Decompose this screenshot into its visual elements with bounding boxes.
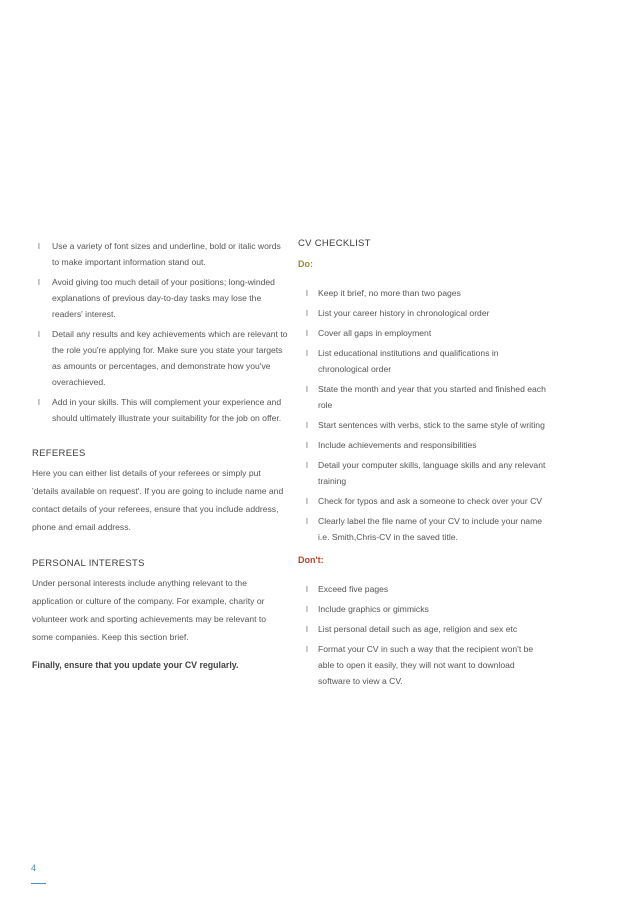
list-item: l Cover all gaps in employment [298,325,546,341]
list-item: l Format your CV in such a way that the recipient won't be able to open it easily, they will not want to download software to view a CV. [298,641,546,689]
list-item: l List your career history in chronological order [298,305,546,321]
interests-section [32,558,288,646]
list-item: l Exceed five pages [298,581,546,597]
formatting-tips-list [32,238,288,426]
list-item: l Detail your computer skills, language skills and any relevant training [298,457,546,489]
list-item: l Include graphics or gimmicks [298,601,546,617]
list-item: l List personal detail such as age, religion and sex etc [298,621,546,637]
list-item: l Avoid giving too much detail of your positions; long-winded explanations of previous day-to-day tasks may lose the readers' interest. [32,274,288,322]
dont-label: Don't: [298,555,324,565]
referees-title: REFEREES [32,448,86,459]
list-item: l Detail any results and key achievements which are relevant to the role you're applying for. Make sure you state your targets as amounts or percentages, and demonstrate how you've overachieved. [32,326,288,390]
list-item: l List educational institutions and qualifications in chronological order [298,345,546,377]
checklist-title: CV CHECKLIST [298,238,371,249]
list-item: l Check for typos and ask a someone to check over your CV [298,493,546,509]
page-number-rule [31,883,46,884]
interests-text: Under personal interests include anything relevant to the application or culture of the company. For example, charity or volunteer work and sporting achievements may be relevant to some companies. Keep this section brief. [32,578,267,642]
interests-title: PERSONAL INTERESTS [32,558,145,569]
list-item: l Add in your skills. This will complement your experience and should ultimately illustrate your suitability for the job on offer. [32,394,288,426]
final-note: Finally, ensure that you update your CV regularly. [32,660,239,670]
referees-section [32,448,288,536]
list-item: l State the month and year that you started and finished each role [298,381,546,413]
referees-text: Here you can either list details of your referees or simply put 'details available on request'. If you are going to include name and contact details of your referees, ensure that you include address, phone and email address. [32,468,284,532]
list-item: l Start sentences with verbs, stick to the same style of writing [298,417,546,433]
list-item: l Clearly label the file name of your CV to include your name i.e. Smith,Chris-CV in the saved title. [298,513,546,545]
do-label: Do: [298,259,313,269]
do-list [298,285,546,545]
dont-list [298,581,546,689]
list-item: l Use a variety of font sizes and underline, bold or italic words to make important information stand out. [32,238,288,270]
page-number: 4 [31,863,37,873]
left-column [32,238,288,670]
right-column [298,238,546,693]
list-item: l Include achievements and responsibilities [298,437,546,453]
list-item: l Keep it brief, no more than two pages [298,285,546,301]
